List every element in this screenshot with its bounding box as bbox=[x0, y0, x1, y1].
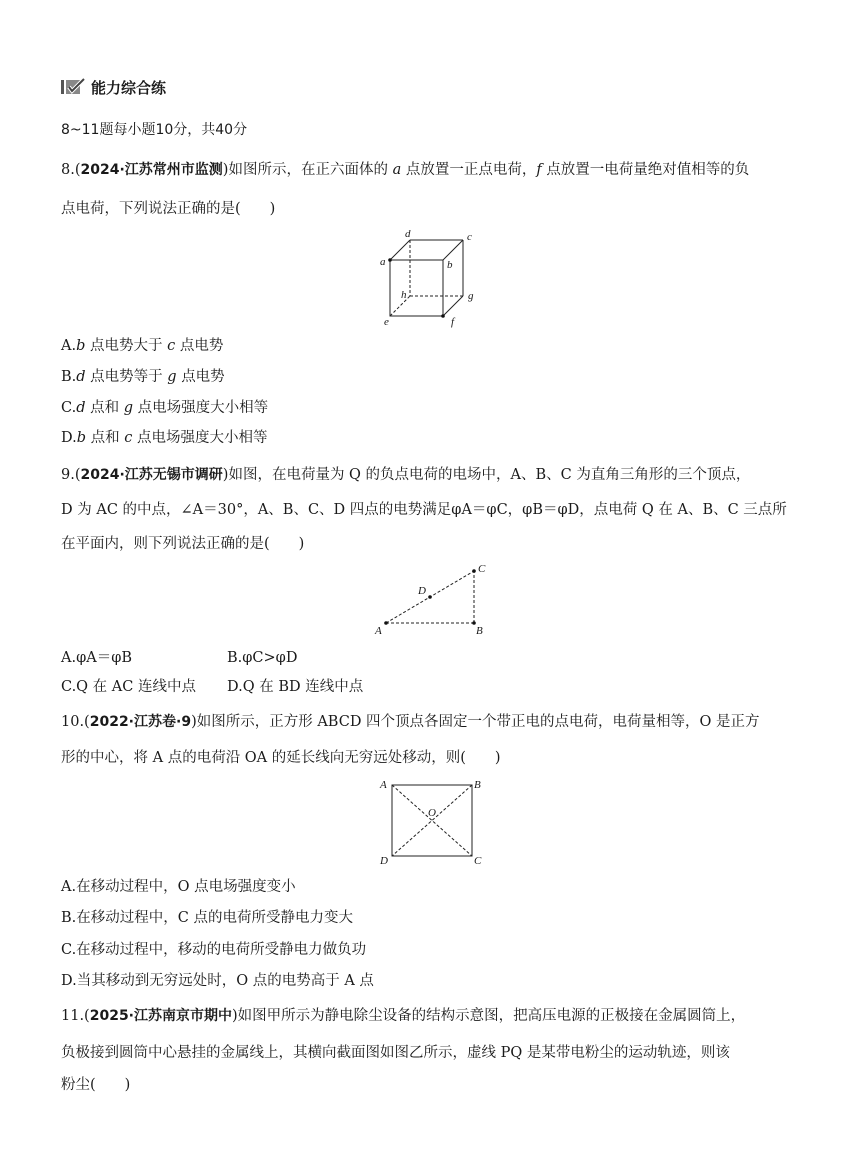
q9-line2: D 为 AC 的中点，∠A＝30°，A、B、C、D 四点的电势满足φA＝φC，φB＝φD，点电荷 Q 在 A、B、C 三点所 bbox=[61, 502, 787, 518]
q8-option-a: A.b 点电势大于 c 点电势 bbox=[61, 338, 224, 354]
label-B: B bbox=[476, 625, 483, 637]
q9-option-d: D.Q 在 BD 连线中点 bbox=[227, 679, 364, 695]
label-C: C bbox=[478, 563, 486, 575]
section-header bbox=[61, 76, 166, 98]
q10-line1: 10.(2022·江苏卷·9)如图所示，正方形 ABCD 四个顶点各固定一个带正电的点电荷，电荷量相等，O 是正方 bbox=[61, 714, 760, 730]
label-A: A bbox=[375, 625, 382, 637]
section-title: 能力综合练 bbox=[91, 78, 167, 97]
label-d: d bbox=[405, 228, 411, 240]
q8-line1: 8.(2024·江苏常州市监测)如图所示，在正六面体的 a 点放置一正点电荷，f 点放置一电荷量绝对值相等的负 bbox=[61, 162, 750, 178]
q11-line3: 粉尘( ) bbox=[61, 1077, 131, 1093]
label-B: B bbox=[474, 779, 481, 791]
label-A: A bbox=[380, 779, 387, 791]
q10-option-b: B.在移动过程中，C 点的电荷所受静电力变大 bbox=[61, 910, 353, 926]
q8-option-b: B.d 点电势等于 g 点电势 bbox=[61, 369, 225, 385]
triangle-figure bbox=[370, 558, 495, 640]
q8-source: 2024·江苏常州市监测 bbox=[80, 162, 223, 178]
label-D: D bbox=[380, 855, 388, 867]
label-C: C bbox=[474, 855, 482, 867]
q9-source: 2024·江苏无锡市调研 bbox=[80, 467, 223, 483]
q11-line2: 负极接到圆筒中心悬挂的金属线上，其横向截面图如图乙所示，虚线 PQ 是某带电粉尘的运动轨迹，则该 bbox=[61, 1045, 730, 1061]
label-g: g bbox=[468, 290, 474, 302]
intro-text: 8~11题每小题10分，共40分 bbox=[61, 122, 248, 138]
q9-option-c: C.Q 在 AC 连线中点 bbox=[61, 679, 196, 695]
label-c: c bbox=[467, 231, 472, 243]
label-f: f bbox=[451, 316, 455, 328]
q8-line2: 点电荷，下列说法正确的是( ) bbox=[61, 201, 276, 217]
q8-option-c: C.d 点和 g 点电场强度大小相等 bbox=[61, 400, 269, 416]
q9-line3: 在平面内，则下列说法正确的是( ) bbox=[61, 536, 305, 552]
q11-line1: 11.(2025·江苏南京市期中)如图甲所示为静电除尘设备的结构示意图，把高压电源的正极接在金属圆筒上， bbox=[61, 1008, 746, 1024]
label-b: b bbox=[447, 259, 453, 271]
label-D: D bbox=[418, 585, 426, 597]
label-e: e bbox=[384, 316, 389, 328]
q11-source: 2025·江苏南京市期中 bbox=[89, 1008, 233, 1024]
q8-option-d: D.b 点和 c 点电场强度大小相等 bbox=[61, 430, 268, 446]
label-h: h bbox=[401, 289, 407, 301]
q10-option-a: A.在移动过程中，O 点电场强度变小 bbox=[61, 879, 296, 895]
q10-option-c: C.在移动过程中，移动的电荷所受静电力做负功 bbox=[61, 942, 367, 958]
q9-line1: 9.(2024·江苏无锡市调研)如图，在电荷量为 Q 的负点电荷的电场中，A、B、C 为直角三角形的三个顶点， bbox=[61, 467, 751, 483]
q9-option-b: B.φC>φD bbox=[227, 650, 298, 666]
q10-line2: 形的中心，将 A 点的电荷沿 OA 的延长线向无穷远处移动，则( ) bbox=[61, 750, 501, 766]
q9-option-a: A.φA＝φB bbox=[61, 650, 133, 666]
square-figure bbox=[375, 776, 490, 868]
label-a: a bbox=[380, 256, 386, 268]
q10-option-d: D.当其移动到无穷远处时，O 点的电势高于 A 点 bbox=[61, 973, 374, 989]
check-icon bbox=[61, 78, 87, 96]
q10-source: 2022·江苏卷·9 bbox=[89, 714, 192, 730]
label-O: O bbox=[428, 807, 436, 819]
cube-figure bbox=[375, 228, 485, 328]
